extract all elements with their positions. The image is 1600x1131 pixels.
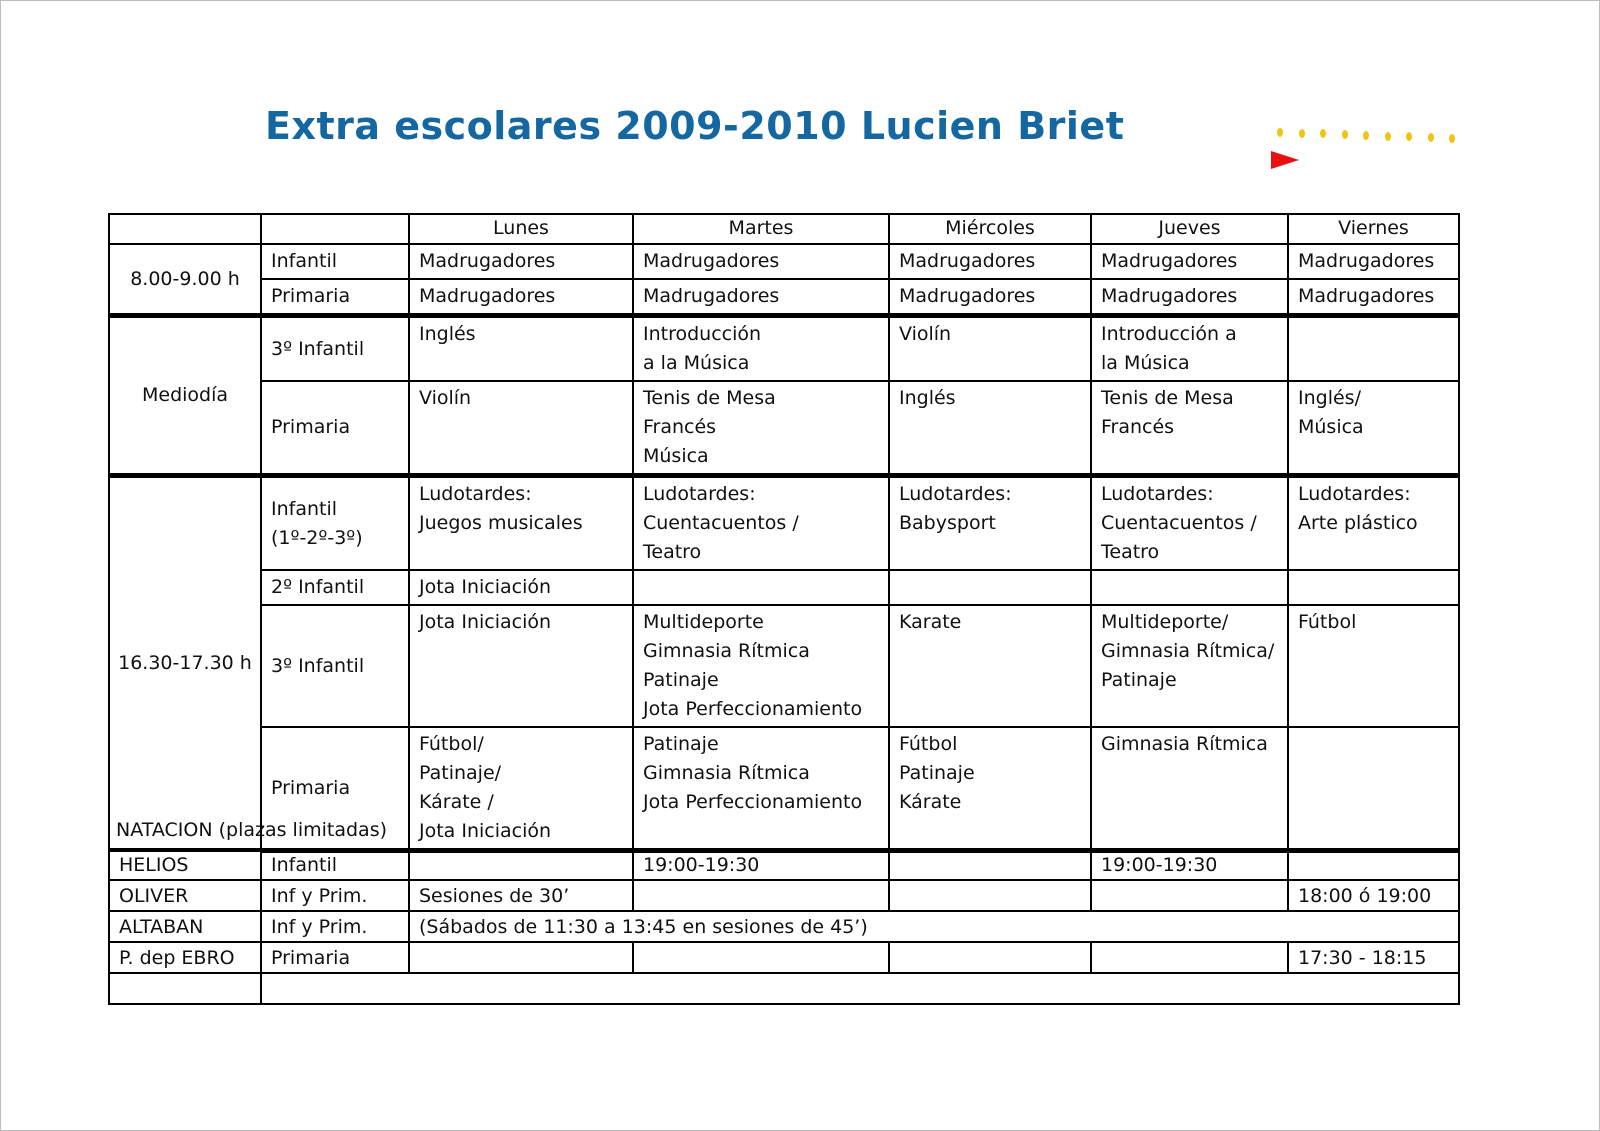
activity-cell — [1091, 570, 1288, 605]
table-row — [109, 570, 1459, 605]
activity-cell: Madrugadores — [889, 244, 1091, 279]
time-cell — [889, 880, 1091, 911]
dot-icon — [1277, 128, 1283, 137]
group-cell: Infantil — [261, 849, 409, 880]
activity-cell: Madrugadores — [1288, 279, 1459, 316]
activity-cell: Inglés — [889, 381, 1091, 476]
dot-icon — [1449, 134, 1455, 143]
group-cell: Inf y Prim. — [261, 880, 409, 911]
time-slot-cell: Mediodía — [109, 316, 261, 476]
empty-cell — [109, 973, 261, 1004]
activity-cell: Tenis de Mesa Francés Música — [633, 381, 889, 476]
group-cell: 2º Infantil — [261, 570, 409, 605]
activity-cell: Ludotardes: Babysport — [889, 476, 1091, 571]
activity-cell: Madrugadores — [1091, 279, 1288, 316]
empty-header-cell — [261, 214, 409, 244]
activity-cell: Ludotardes: Arte plástico — [1288, 476, 1459, 571]
empty-cell — [261, 973, 1459, 1004]
activity-cell: Ludotardes: Juegos musicales — [409, 476, 633, 571]
dot-icon — [1363, 131, 1369, 140]
activity-cell: Tenis de Mesa Francés — [1091, 381, 1288, 476]
empty-header-cell — [109, 214, 261, 244]
activity-cell: Introducción a la Música — [1091, 316, 1288, 382]
day-header: Martes — [633, 214, 889, 244]
time-cell: 19:00-19:30 — [1091, 849, 1288, 880]
dot-icon — [1342, 130, 1348, 139]
activity-cell: Ludotardes: Cuentacuentos / Teatro — [1091, 476, 1288, 571]
time-cell — [633, 942, 889, 973]
activity-cell: Madrugadores — [1091, 244, 1288, 279]
pool-name-cell: P. dep EBRO — [109, 942, 261, 973]
time-cell — [1288, 849, 1459, 880]
activity-cell — [1288, 316, 1459, 382]
red-arrow-icon — [1271, 151, 1299, 169]
day-header: Jueves — [1091, 214, 1288, 244]
activity-cell: Karate — [889, 605, 1091, 727]
time-cell — [1091, 942, 1288, 973]
natacion-label: NATACION (plazas limitadas) — [116, 819, 388, 841]
activity-cell: Jota Iniciación — [409, 605, 633, 727]
activity-cell — [633, 570, 889, 605]
day-header: Lunes — [409, 214, 633, 244]
time-slot-cell: 8.00-9.00 h — [109, 244, 261, 316]
time-cell: 17:30 - 18:15 — [1288, 942, 1459, 973]
dot-icon — [1385, 132, 1391, 141]
group-cell: Primaria — [261, 279, 409, 316]
natacion-row — [109, 911, 1459, 942]
pool-name-cell: OLIVER — [109, 880, 261, 911]
time-cell — [409, 942, 633, 973]
natacion-row — [109, 849, 1459, 880]
table-row — [109, 316, 1459, 382]
pool-name-cell: ALTABAN — [109, 911, 261, 942]
activity-cell: Gimnasia Rítmica — [1091, 727, 1288, 851]
group-cell: Inf y Prim. — [261, 911, 409, 942]
schedule-table — [108, 213, 1460, 853]
time-cell — [633, 880, 889, 911]
day-header: Miércoles — [889, 214, 1091, 244]
time-cell: 18:00 ó 19:00 — [1288, 880, 1459, 911]
group-cell: Primaria — [261, 942, 409, 973]
table-row — [109, 244, 1459, 279]
group-cell: Infantil — [261, 244, 409, 279]
natacion-row — [109, 942, 1459, 973]
natacion-table — [108, 848, 1460, 1005]
group-cell: 3º Infantil — [261, 316, 409, 382]
table-row — [109, 476, 1459, 571]
time-cell — [409, 849, 633, 880]
time-cell — [889, 942, 1091, 973]
activity-cell: Madrugadores — [633, 279, 889, 316]
page-title: Extra escolares 2009-2010 Lucien Briet — [265, 104, 1125, 148]
activity-cell: Ludotardes: Cuentacuentos / Teatro — [633, 476, 889, 571]
activity-cell: Fútbol/ Patinaje/ Kárate / Jota Iniciación — [409, 727, 633, 851]
table-row — [109, 279, 1459, 316]
time-slot-cell: 16.30-17.30 h — [109, 476, 261, 851]
group-cell: Primaria — [261, 381, 409, 476]
time-cell — [889, 849, 1091, 880]
activity-cell: Jota Iniciación — [409, 570, 633, 605]
time-cell: 19:00-19:30 — [633, 849, 889, 880]
activity-cell: Violín — [889, 316, 1091, 382]
empty-row — [109, 973, 1459, 1004]
activity-cell: Multideporte/ Gimnasia Rítmica/ Patinaje — [1091, 605, 1288, 727]
day-header: Viernes — [1288, 214, 1459, 244]
group-cell: 3º Infantil — [261, 605, 409, 727]
table-row — [109, 381, 1459, 476]
activity-cell: Introducción a la Música — [633, 316, 889, 382]
activity-cell: Violín — [409, 381, 633, 476]
activity-cell: Fútbol — [1288, 605, 1459, 727]
activity-cell: Madrugadores — [409, 279, 633, 316]
table-row — [109, 605, 1459, 727]
activity-cell: Multideporte Gimnasia Rítmica Patinaje Jota Perfeccionamiento — [633, 605, 889, 727]
natacion-row — [109, 880, 1459, 911]
activity-cell: Inglés/ Música — [1288, 381, 1459, 476]
activity-cell — [1288, 727, 1459, 851]
dot-icon — [1428, 133, 1434, 142]
time-cell — [1091, 880, 1288, 911]
group-cell: Primaria — [261, 727, 409, 851]
group-cell: Infantil (1º-2º-3º) — [261, 476, 409, 571]
activity-cell: Madrugadores — [409, 244, 633, 279]
activity-cell: Patinaje Gimnasia Rítmica Jota Perfeccionamiento — [633, 727, 889, 851]
note-cell: (Sábados de 11:30 a 13:45 en sesiones de 45’) — [409, 911, 1459, 942]
activity-cell — [889, 570, 1091, 605]
time-cell: Sesiones de 30’ — [409, 880, 633, 911]
activity-cell: Fútbol Patinaje Kárate — [889, 727, 1091, 851]
dot-icon — [1299, 129, 1305, 138]
activity-cell: Madrugadores — [1288, 244, 1459, 279]
pool-name-cell: HELIOS — [109, 849, 261, 880]
activity-cell — [1288, 570, 1459, 605]
activity-cell: Madrugadores — [889, 279, 1091, 316]
activity-cell: Madrugadores — [633, 244, 889, 279]
activity-cell: Inglés — [409, 316, 633, 382]
